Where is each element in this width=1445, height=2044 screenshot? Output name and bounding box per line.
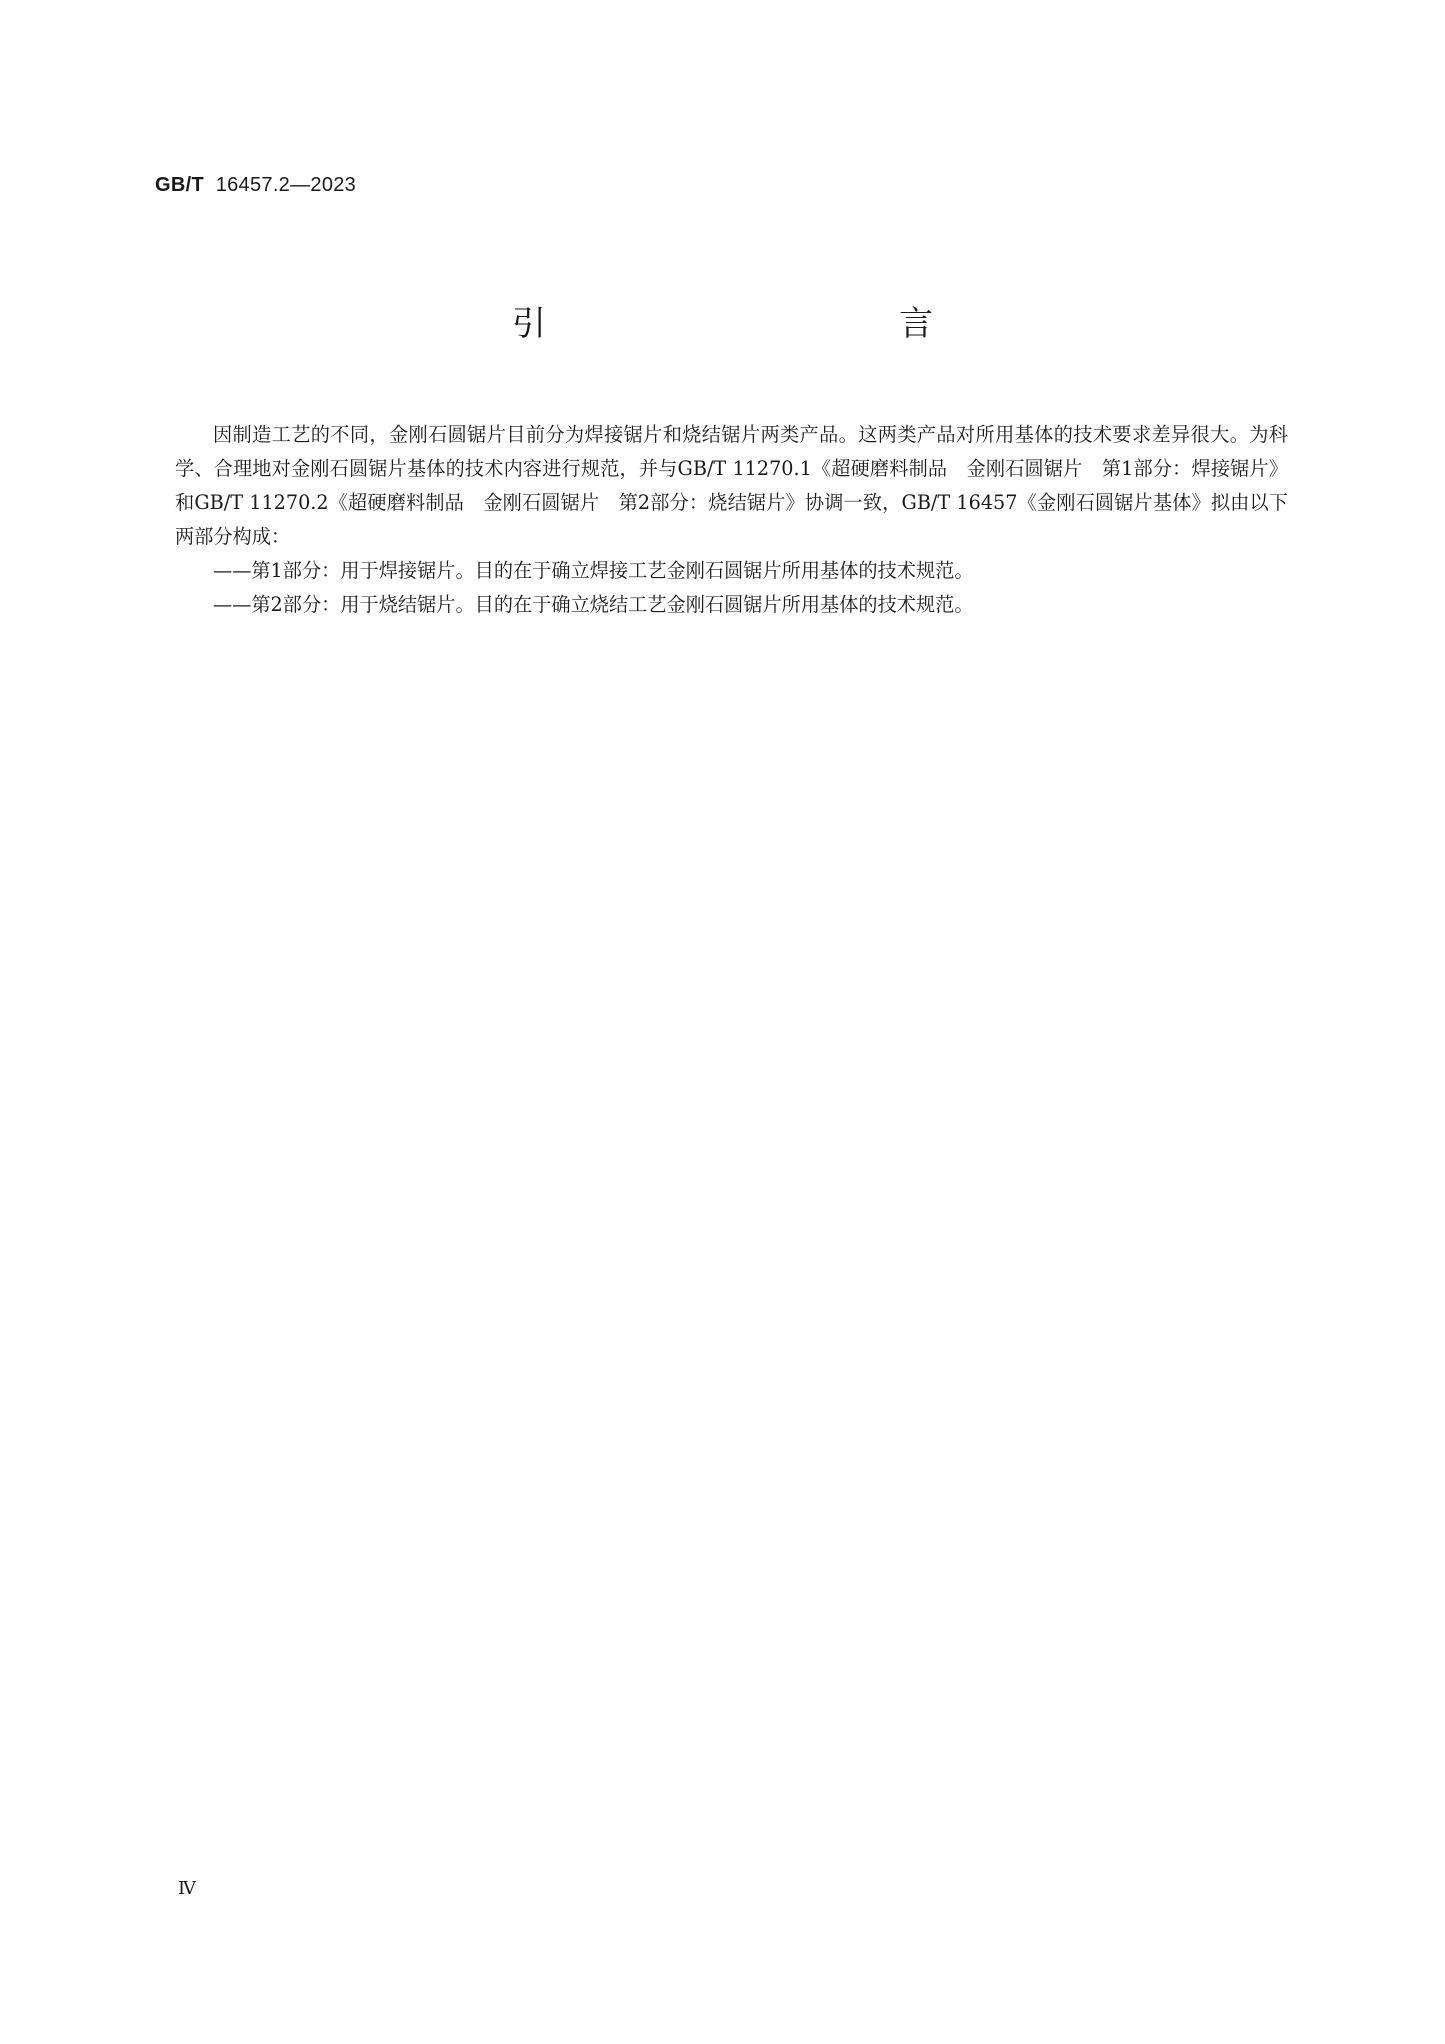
list-item-part-2: ——第2部分：用于烧结锯片。目的在于确立烧结工艺金刚石圆锯片所用基体的技术规范。: [213, 593, 974, 616]
document-code-prefix: GB/T: [155, 174, 204, 196]
page-number: Ⅳ: [178, 1878, 196, 1899]
introduction-body: [175, 418, 1288, 622]
section-title: 引 言: [512, 304, 1028, 344]
list-item-part-1: ——第1部分：用于焊接锯片。目的在于确立焊接工艺金刚石圆锯片所用基体的技术规范。: [213, 559, 974, 582]
document-code: [155, 174, 356, 197]
document-code-number: 16457.2—2023: [215, 174, 357, 196]
intro-paragraph: 因制造工艺的不同，金刚石圆锯片目前分为焊接锯片和烧结锯片两类产品。这两类产品对所用基体的技术要求差异很大。为科学、合理地对金刚石圆锯片基体的技术内容进行规范，并与GB/T 11270.1《超硬磨料制品 金刚石圆锯片 第1部分：焊接锯片》和GB/T 11270.2《超硬磨料制品 金刚石圆锯片 第2部分：烧结锯片》协调一致，GB/T 16457《金刚石圆锯片基体》拟由以下两部分构成：: [175, 423, 1288, 548]
